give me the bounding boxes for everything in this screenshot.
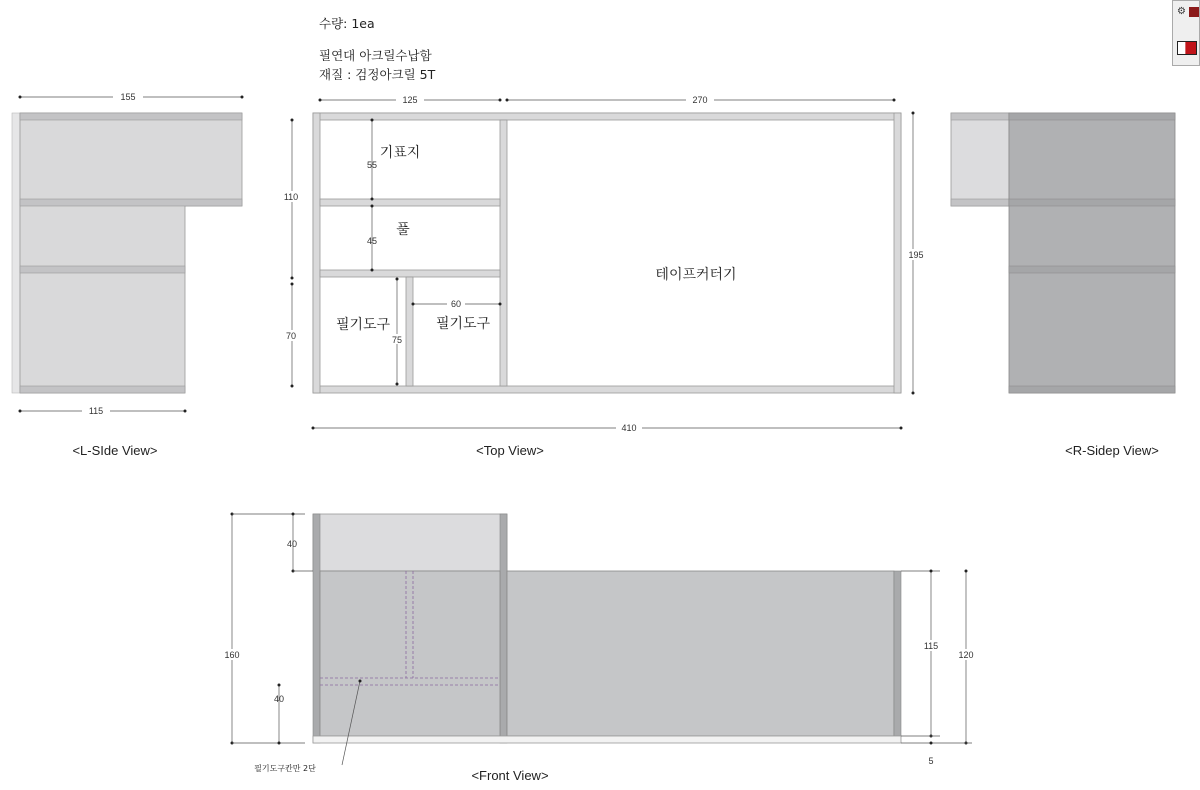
product-name: 필연대 아크릴수납함 [319,48,432,63]
label-glue: 풀 [396,222,410,238]
left-side-caption: <L-SIde View> [72,443,158,458]
dim-front-40-bottom: 40 [273,694,285,704]
dim-front-160: 160 [224,650,240,660]
dim-top-410: 410 [621,423,637,433]
dim-top-195: 195 [908,250,924,260]
top-view-caption: <Top View> [476,443,544,458]
left-side-view [12,91,244,458]
front-note: 필기도구칸만 2단 [254,764,316,773]
front-view [221,513,977,784]
top-view [280,94,928,458]
dim-top-110: 110 [283,192,299,202]
label-tools-left: 필기도구 [335,317,391,333]
dim-front-120: 120 [958,650,974,660]
dim-front-115: 115 [923,641,939,651]
right-side-caption: <R-Sidep View> [1065,443,1159,458]
dim-left-115: 115 [88,406,104,416]
dim-top-125: 125 [402,95,418,105]
dim-front-40-top: 40 [286,539,298,549]
gear-icon[interactable]: ⚙ [1177,6,1186,17]
label-cover-paper: 기표지 [379,145,421,161]
dim-top-45: 45 [366,236,378,246]
label-tape-cutter: 테이프커터기 [655,267,737,283]
material-text: 재질 : 검정아크릴 5T [319,67,436,82]
dim-top-270: 270 [692,95,708,105]
label-tools-right: 필기도구 [435,316,491,332]
dim-top-60: 60 [450,299,462,309]
quantity-text: 수량: 1ea [319,16,375,31]
dim-left-155: 155 [120,92,136,102]
dim-top-55: 55 [366,160,378,170]
right-side-view [951,113,1175,458]
dim-front-5: 5 [928,756,934,766]
front-view-caption: <Front View> [471,768,549,783]
dim-top-70: 70 [285,331,297,341]
dim-top-75: 75 [391,335,403,345]
